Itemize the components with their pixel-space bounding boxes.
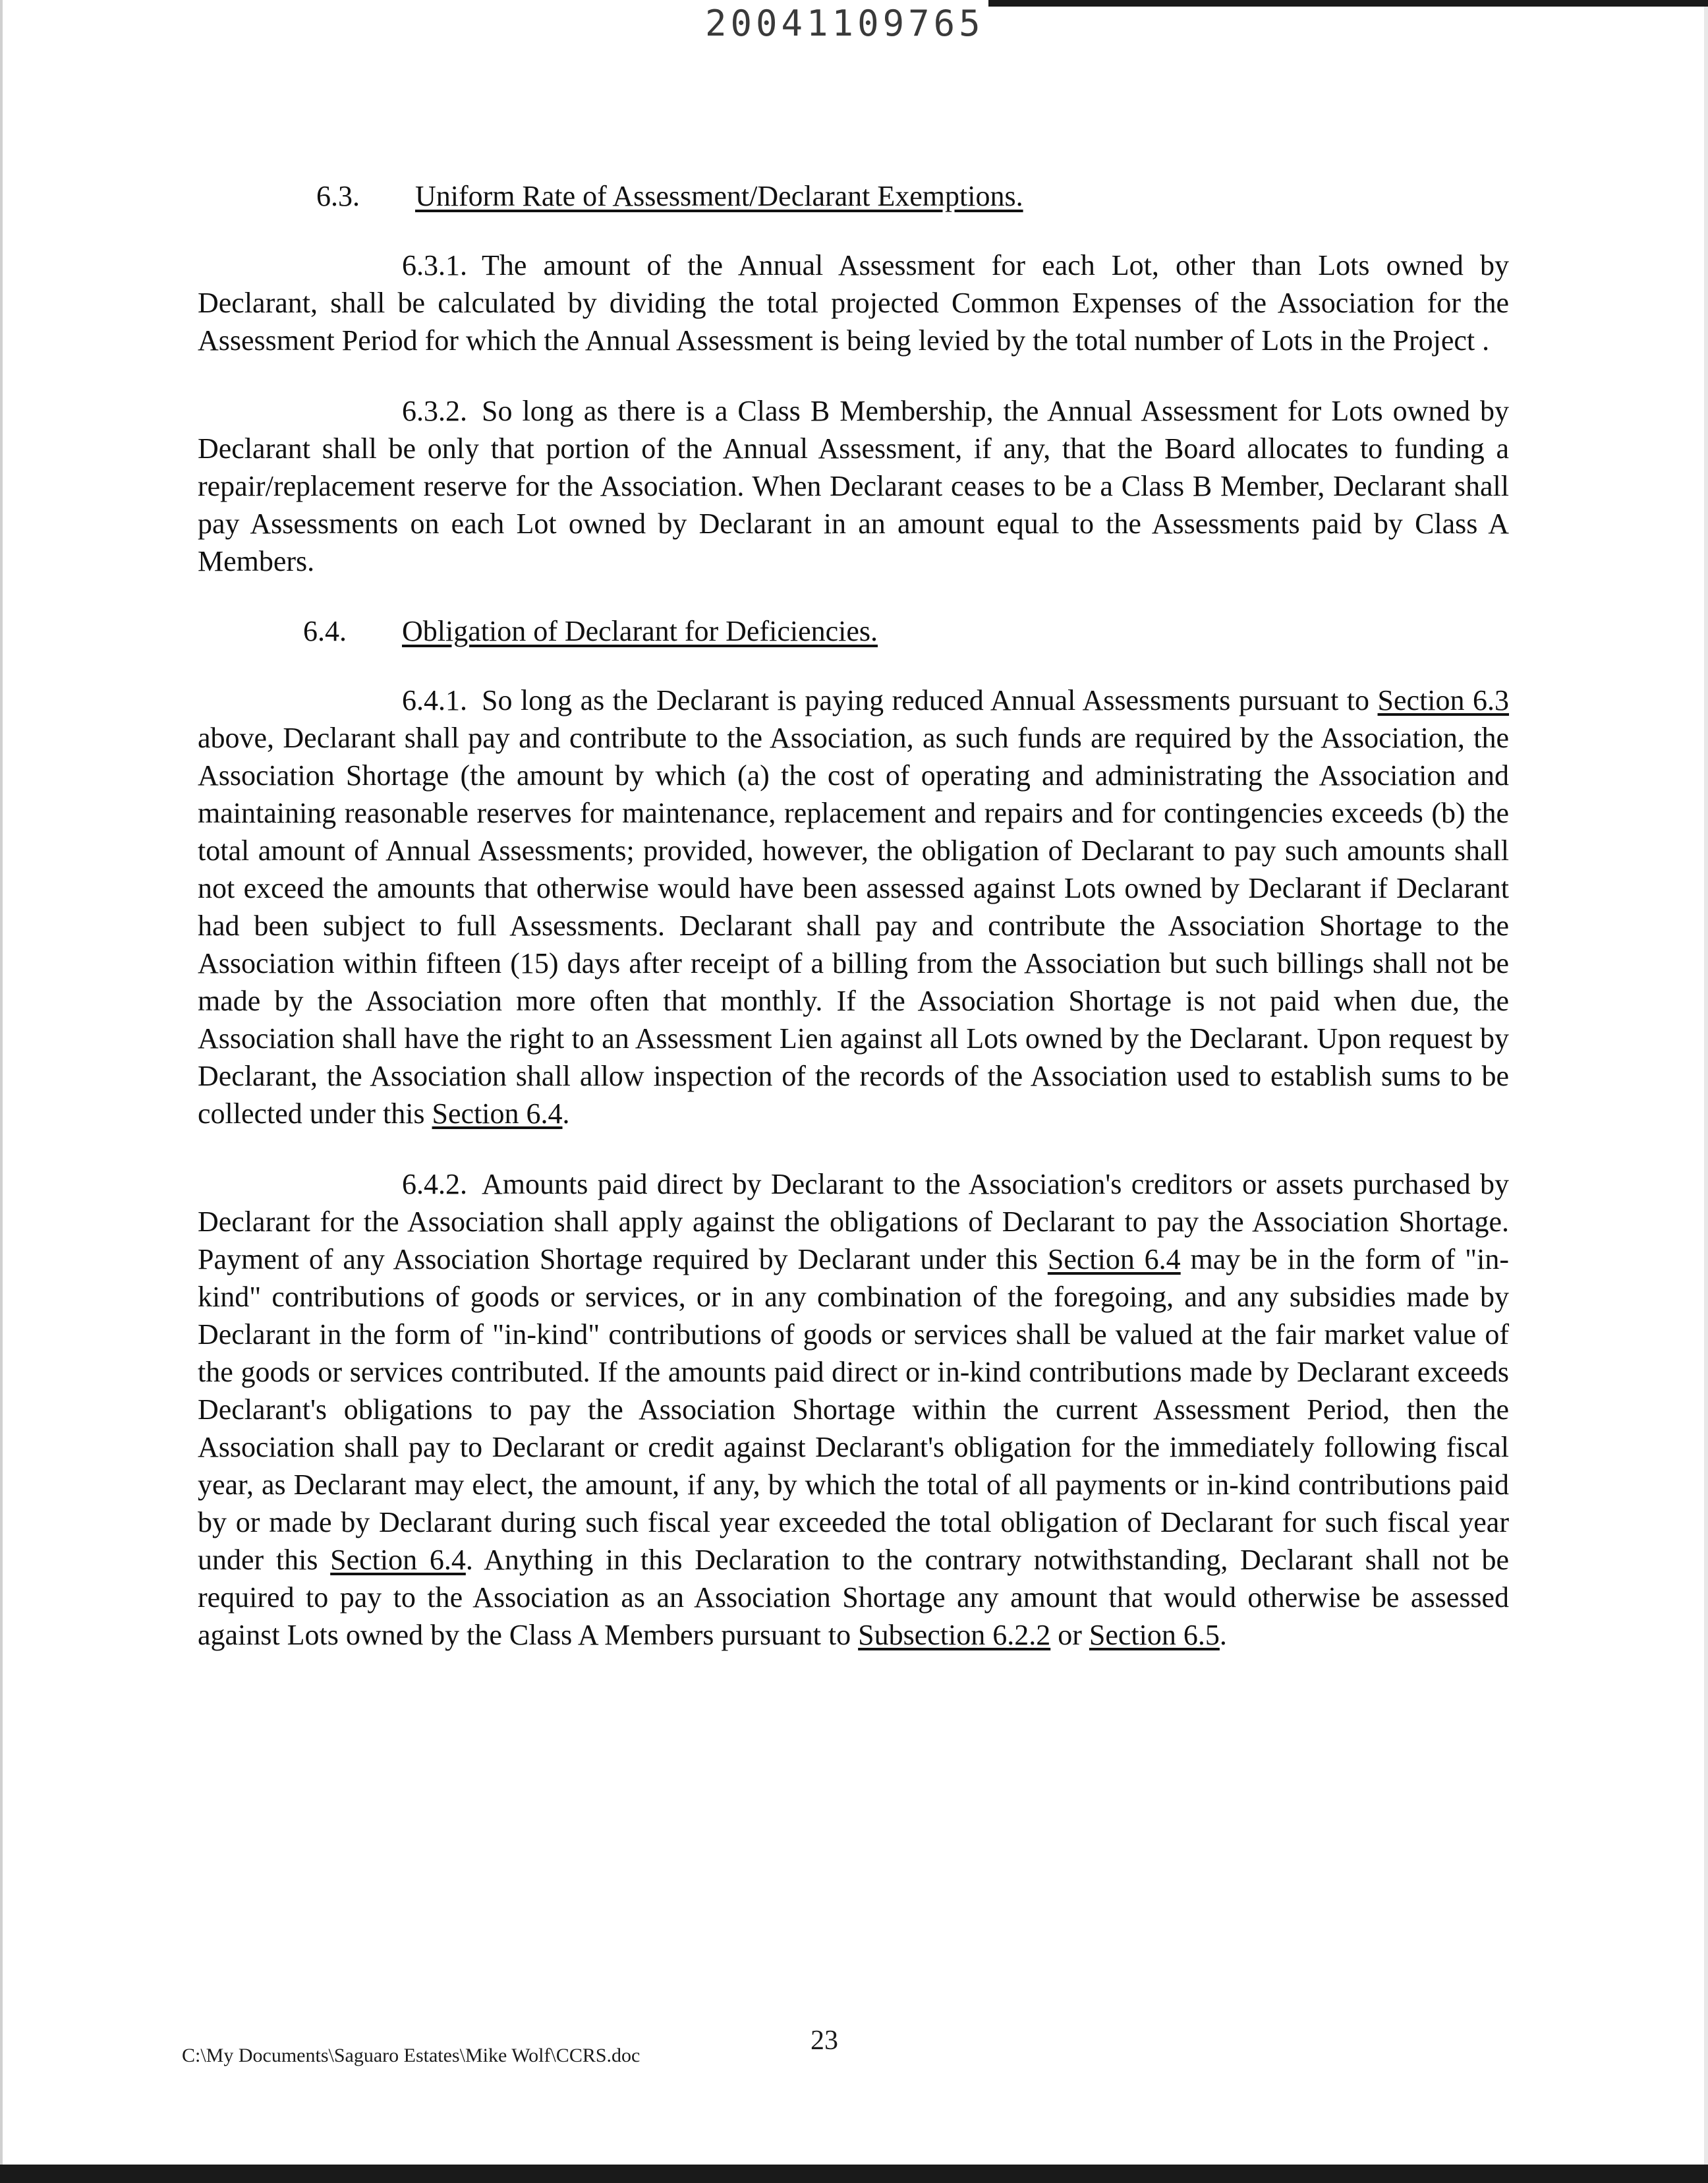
- paragraph-6-3-1: [198, 247, 1509, 359]
- paragraph-text: The amount of the Annual Assessment for each Lot, other than Lots owned by Declarant, shall be calculated by dividing the total projected Common Expenses of the Association for the Assessment Period for which the Annual Assessment is being levied by the total number of Lots in the Project .: [198, 249, 1509, 357]
- section-reference: Section 6.4: [1047, 1243, 1181, 1275]
- section-reference: Section 6.5: [1089, 1619, 1220, 1651]
- paragraph-6-3-2: [198, 392, 1509, 580]
- paragraph-number: 6.3.1.: [402, 249, 467, 281]
- paragraph-text: above, Declarant shall pay and contribute to the Association, as such funds are required by the Association, the Association Shortage (the amount by which (a) the cost of operating and administrating the Association and maintaining reasonable reserves for maintenance, replacement and repairs and for contingencies exceeds (b) the total amount of Annual Assessments; provided, however, the obligation of Declarant to pay such amounts shall not exceed the amounts that otherwise would have been assessed against Lots owned by Declarant if Declarant had been subject to full Assessments. Declarant shall pay and contribute the Association Shortage to the Association within fifteen (15) days after receipt of a billing from the Association but such billings shall not be made by the Association more often that monthly. If the Association Shortage is not paid when due, the Association shall have the right to an Assessment Lien against all Lots owned by the Declarant. Upon request by Declarant, the Association shall allow inspection of the records of the Association used to establish sums to be collected under this: [198, 722, 1509, 1130]
- paragraph-text: So long as the Declarant is paying reduced Annual Assessments pursuant to: [482, 684, 1378, 716]
- section-title: Obligation of Declarant for Deficiencies.: [402, 615, 878, 647]
- section-number: 6.3.: [316, 180, 360, 212]
- scan-bottom-rule: [0, 2165, 1708, 2183]
- footer-file-path: C:\My Documents\Saguaro Estates\Mike Wolf\CCRS.doc: [182, 2045, 640, 2066]
- paragraph-text: . Anything in this Declaration to the contrary notwithstanding, Declarant shall not be required to pay to the Association as an Association Shortage any amount that would otherwise be assessed against Lots owned by the Class A Members pursuant to: [198, 1544, 1509, 1651]
- scan-left-edge: [0, 0, 3, 2183]
- section-number: 6.4.: [303, 615, 347, 647]
- subsection-reference: Subsection 6.2.2: [858, 1619, 1051, 1651]
- paragraph-text: or: [1050, 1619, 1089, 1651]
- section-reference: Section 6.4: [432, 1097, 563, 1130]
- section-6-3-heading: [198, 178, 1509, 215]
- paragraph-number: 6.4.2.: [402, 1168, 467, 1200]
- page-number: 23: [811, 2025, 838, 2056]
- paragraph-text: So long as there is a Class B Membership, the Annual Assessment for Lots owned by Declarant shall be only that portion of the Annual Assessment, if any, that the Board allocates to funding a repair/replacement reserve for the Association. When Declarant ceases to be a Class B Member, Declarant shall pay Assessments on each Lot owned by Declarant in an amount equal to the Assessments paid by Class A Members.: [198, 395, 1509, 577]
- paragraph-text: may be in the form of "in-kind" contributions of goods or services, or in any combination of the foregoing, and any subsidies made by Declarant in the form of "in-kind" contributions of goods or services shall be valued at the fair market value of the goods or services contributed. If the amounts paid direct or in-kind contributions made by Declarant exceeds Declarant's obligations to pay the Association Shortage within the current Assessment Period, then the Association shall pay to Declarant or credit against Declarant's obligation for the immediately following fiscal year, as Declarant may elect, the amount, if any, by which the total of all payments or in-kind contributions paid by or made by Declarant during such fiscal year exceeded the total obligation of Declarant for such fiscal year under this: [198, 1243, 1509, 1576]
- paragraph-number: 6.3.2.: [402, 395, 467, 427]
- paragraph-text: .: [1219, 1619, 1227, 1651]
- paragraph-text: Amounts paid direct by Declarant to the Association's creditors or assets purchased by Declarant for the Association shall apply against the obligations of Declarant to pay the Association Shortage. Payment of any Association Shortage required by Declarant under this: [198, 1168, 1509, 1275]
- page-content: [198, 178, 1509, 1687]
- paragraph-6-4-2: [198, 1165, 1509, 1654]
- paragraph-6-4-1: [198, 682, 1509, 1132]
- scan-top-rule: [988, 0, 1708, 7]
- paragraph-text: .: [562, 1097, 570, 1130]
- section-reference: Section 6.3: [1377, 684, 1510, 716]
- section-reference: Section 6.4: [330, 1544, 466, 1576]
- document-number: 20041109765: [705, 3, 984, 44]
- section-6-4-heading: [198, 613, 1509, 650]
- paragraph-number: 6.4.1.: [402, 684, 467, 716]
- scan-right-edge: [1704, 0, 1708, 2183]
- section-title: Uniform Rate of Assessment/Declarant Exemptions.: [415, 180, 1023, 212]
